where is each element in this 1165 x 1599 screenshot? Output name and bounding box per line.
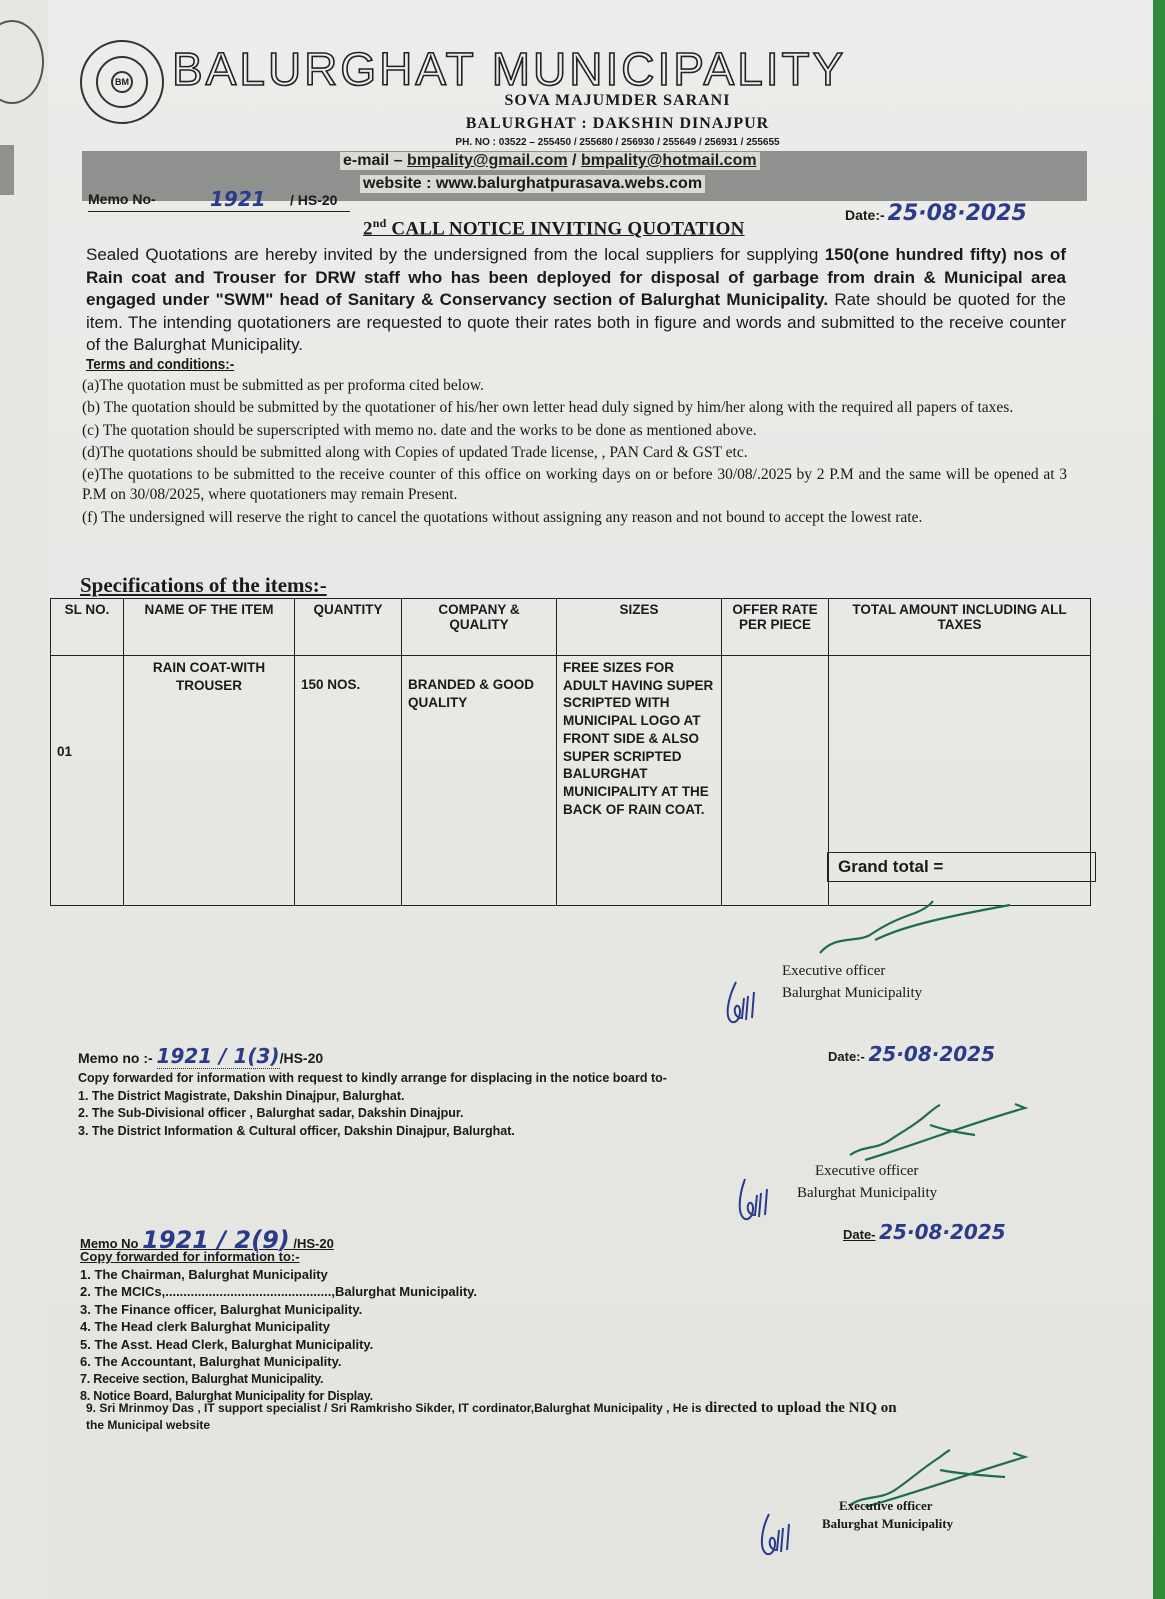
memo-label: Memo No-	[88, 191, 156, 207]
email-link-hotmail[interactable]: bmpality@hotmail.com	[580, 152, 757, 169]
copy1-date	[828, 1042, 995, 1066]
initials-blue-1	[722, 978, 762, 1028]
initials-blue-3	[757, 1510, 797, 1560]
copy1-memo-handwritten: 1921 / 1(3)	[156, 1044, 280, 1068]
cell-item-name: RAIN COAT-WITH TROUSER	[124, 656, 295, 906]
copy1-list	[78, 1070, 667, 1140]
municipal-seal-icon: BM	[80, 40, 164, 124]
copy2-recipient: 4. The Head clerk Balurghat Municipality	[80, 1319, 330, 1334]
underlying-band	[0, 145, 14, 195]
copy2-date	[843, 1220, 1006, 1244]
copy2-date-handwritten: 25·08·2025	[879, 1220, 1006, 1244]
copy1-memo-label: Memo no :-	[78, 1050, 153, 1066]
body-text-bold: 150(one hundred fifty) nos of Rain coat and Trouser for DRW staff who has been deployed for disposal of garbage from drain & Municipal area engaged under "SWM" head of Sanitary & Conservancy section of Balurghat Municipality.	[86, 245, 1066, 309]
grand-total-box: Grand total =	[827, 852, 1096, 882]
email-link-gmail[interactable]: bmpality@gmail.com	[407, 152, 568, 169]
copy2-recipient: 6. The Accountant, Balurghat Municipality.	[80, 1354, 342, 1369]
terms-heading: Terms and conditions:-	[86, 356, 235, 373]
copy1-recipient: 1. The District Magistrate, Dakshin Dinajpur, Balurghat.	[78, 1088, 405, 1103]
term-a: (a)The quotation must be submitted as per proforma cited below.	[82, 377, 484, 394]
copy1-date-label: Date:-	[828, 1049, 865, 1064]
signatory-title: Executive officer	[782, 963, 886, 979]
item9-text: 9. Sri Mrinmoy Das , IT support specialist / Sri Ramkrisho Sikder, IT cordinator,Balurghat Municipality , He is	[86, 1401, 705, 1415]
phone-numbers: PH. NO : 03522 – 255450 / 255680 / 256930 / 255649 / 256931 / 255655	[455, 137, 780, 148]
signatory-org: Balurghat Municipality	[822, 1516, 954, 1531]
notice-body	[86, 244, 1066, 357]
cell-offer-rate[interactable]	[722, 656, 829, 906]
col-sl-no: SL NO.	[51, 599, 124, 656]
body-text-1: Sealed Quotations are hereby invited by the undersigned from the local suppliers for supplying	[86, 245, 825, 264]
cell-quantity: 150 NOS.	[295, 656, 402, 906]
signatory-title: Executive officer	[839, 1498, 933, 1513]
signature-block-3	[822, 1497, 953, 1533]
col-item-name: NAME OF THE ITEM	[124, 599, 295, 656]
copy1-intro: Copy forwarded for information with request to kindly arrange for displacing in the notice board to-	[78, 1071, 667, 1085]
cell-sl-no: 01	[51, 656, 124, 906]
col-company-quality: COMPANY & QUALITY	[402, 599, 557, 656]
signature-green-1	[815, 895, 1015, 965]
copy2-memo-suffix: /HS-20	[293, 1236, 334, 1251]
copy1-memo-suffix: /HS-20	[279, 1050, 324, 1066]
copy2-memo-handwritten: 1921 / 2(9)	[142, 1226, 290, 1254]
col-offer-rate: OFFER RATE PER PIECE	[722, 599, 829, 656]
signatory-org: Balurghat Municipality	[797, 1185, 938, 1201]
memo-number-handwritten: 1921	[210, 187, 266, 211]
copy2-intro: Copy forwarded for information to:-	[80, 1249, 300, 1264]
signatory-title: Executive officer	[815, 1163, 919, 1179]
email-label: e-mail –	[343, 152, 403, 169]
terms-list	[82, 376, 1067, 530]
signature-block-1	[782, 960, 922, 1004]
address-line-2: BALURGHAT : DAKSHIN DINAJPUR	[465, 115, 770, 132]
org-name-heading: BALURGHAT MUNICIPALITY	[172, 43, 847, 95]
copy1-date-handwritten: 25·08·2025	[868, 1042, 995, 1066]
title-ordinal: 2	[363, 218, 373, 240]
copy2-recipient: 3. The Finance officer, Balurghat Municipality.	[80, 1301, 363, 1317]
copy2-recipient: 2. The MCICs,..............................................,Balurghat Municipality.	[80, 1284, 478, 1299]
memo-date	[845, 201, 1027, 226]
signature-block-2	[797, 1160, 937, 1204]
copy2-memo-label: Memo No	[80, 1236, 139, 1251]
term-e: (e)The quotations to be submitted to the receive counter of this office on working days on or before 30/08/.2025 by 2 P.M and the same will be opened at 3 P.M on 30/08/2025, where quotationers may remain Present.	[82, 466, 1067, 504]
copy2-recipient: 5. The Asst. Head Clerk, Balurghat Municipality.	[80, 1336, 374, 1352]
cell-company-quality: BRANDED & GOOD QUALITY	[402, 656, 557, 906]
email-separator: /	[572, 152, 577, 169]
copy1-recipient: 3. The District Information & Cultural officer, Dakshin Dinajpur, Balurghat.	[78, 1123, 515, 1138]
col-total-amount: TOTAL AMOUNT INCLUDING ALL TAXES	[829, 599, 1091, 656]
body-text-2: Rate should be quoted for the item. The intending quotationers are requested to quote their rates both in figure and words and submitted to the receive counter of the Balurghat Municipality.	[86, 290, 1066, 354]
date-handwritten: 25·08·2025	[887, 201, 1027, 226]
item9-text-continued: the Municipal website	[86, 1418, 211, 1432]
copy1-recipient: 2. The Sub-Divisional officer , Balurghat sadar, Dakshin Dinajpur.	[78, 1106, 464, 1120]
item9-directive: directed to upload the NIQ on	[704, 1400, 897, 1416]
term-c: (c) The quotation should be superscripted with memo no. date and the works to be done as mentioned above.	[82, 421, 757, 439]
copy2-date-label: Date-	[843, 1227, 876, 1242]
term-f: (f) The undersigned will reserve the right to cancel the quotations without assigning any reason and not bound to accept the lowest rate.	[82, 508, 923, 526]
address-line-1: SOVA MAJUMDER SARANI	[504, 92, 731, 109]
copy2-recipient: 8. Notice Board, Balurghat Municipality for Display.	[80, 1389, 373, 1403]
notice-title	[363, 216, 745, 240]
col-quantity: QUANTITY	[295, 599, 402, 656]
term-d: (d)The quotations should be submitted along with Copies of updated Trade license, , PAN Card & GST etc.	[82, 443, 748, 461]
initials-blue-2	[735, 1175, 775, 1225]
signatory-org: Balurghat Municipality	[782, 985, 923, 1001]
email-line	[340, 152, 760, 170]
copy2-recipient: 7. Receive section, Balurghat Municipality.	[80, 1371, 324, 1386]
copy2-list	[80, 1248, 477, 1406]
col-sizes: SIZES	[557, 599, 722, 656]
title-text: CALL NOTICE INVITING QUOTATION	[386, 218, 745, 240]
green-background-edge	[1153, 0, 1165, 1599]
table-header-row	[51, 599, 1091, 656]
website-line[interactable]: website : www.balurghatpurasava.webs.com	[360, 175, 705, 193]
date-label: Date:-	[845, 207, 885, 223]
copy2-recipient-9	[86, 1400, 1066, 1434]
copy2-recipient: 1. The Chairman, Balurghat Municipality	[80, 1266, 328, 1282]
specifications-heading: Specifications of the items:-	[80, 573, 327, 597]
memo-number-row	[88, 187, 350, 212]
cell-sizes: FREE SIZES FOR ADULT HAVING SUPER SCRIPTED WITH MUNICIPAL LOGO AT FRONT SIDE & ALSO SUPER SCRIPTED BALURGHAT MUNICIPALITY AT THE BACK OF RAIN COAT.	[557, 656, 722, 906]
copy1-memo	[78, 1044, 323, 1068]
title-ordinal-suffix: nd	[372, 216, 387, 230]
memo-suffix: / HS-20	[290, 192, 338, 208]
term-b: (b) The quotation should be submitted by the quotationer of his/her own letter head duly signed by him/her along with the required all papers of taxes.	[82, 399, 1014, 417]
